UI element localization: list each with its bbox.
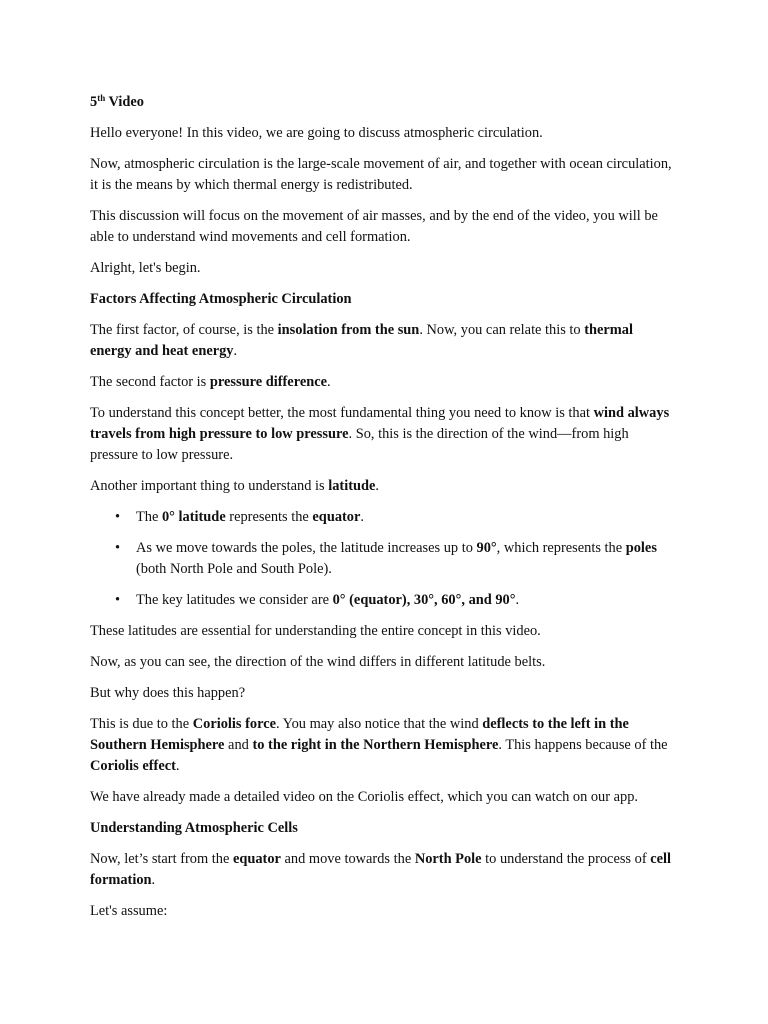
section-heading-cells: Understanding Atmospheric Cells	[90, 820, 298, 836]
list-item: • The 0° latitude represents the equator.	[136, 507, 678, 528]
document-title: 5th Video	[90, 93, 144, 110]
bullet-icon: •	[115, 540, 121, 556]
section-heading-factors: Factors Affecting Atmospheric Circulation	[90, 291, 352, 307]
bullet-icon: •	[115, 592, 121, 608]
latitudes-essential-paragraph: These latitudes are essential for understanding the entire concept in this video.	[90, 623, 541, 639]
definition-paragraph: Now, atmospheric circulation is the large-scale movement of air, and together with ocean circulation, it is the means by which thermal energy is redistributed.	[90, 156, 672, 193]
wind-direction-paragraph: Now, as you can see, the direction of the wind differs in different latitude belts.	[90, 654, 546, 670]
factor-two-paragraph: The second factor is pressure difference.	[90, 374, 331, 390]
app-video-paragraph: We have already made a detailed video on the Coriolis effect, which you can watch on our app.	[90, 789, 639, 805]
question-paragraph: But why does this happen?	[90, 685, 246, 701]
pressure-concept-paragraph: To understand this concept better, the most fundamental thing you need to know is that wind always travels from high pressure to low pressure. So, this is the direction of the wind—from high pressure to low pressure.	[90, 405, 670, 463]
focus-paragraph: This discussion will focus on the movement of air masses, and by the end of the video, you will be able to understand wind movements and cell formation.	[90, 208, 658, 245]
latitude-bullet-list	[90, 507, 678, 611]
factor-one-paragraph: The first factor, of course, is the insolation from the sun. Now, you can relate this to thermal energy and heat energy.	[90, 322, 633, 359]
list-item: • The key latitudes we consider are 0° (equator), 30°, 60°, and 90°.	[136, 590, 678, 611]
list-item: • As we move towards the poles, the latitude increases up to 90°, which represents the poles (both North Pole and South Pole).	[115, 540, 657, 577]
bullet-icon: •	[115, 509, 121, 525]
cell-start-paragraph: Now, let’s start from the equator and move towards the North Pole to understand the process of cell formation.	[90, 851, 671, 888]
begin-paragraph: Alright, let's begin.	[90, 260, 201, 276]
coriolis-paragraph: This is due to the Coriolis force. You may also notice that the wind deflects to the left in the Southern Hemisphere and to the right in the Northern Hemisphere. This happens because of the Coriolis effect.	[90, 716, 668, 774]
intro-paragraph: Hello everyone! In this video, we are going to discuss atmospheric circulation.	[90, 125, 543, 141]
assume-paragraph: Let's assume:	[90, 903, 168, 919]
latitude-paragraph: Another important thing to understand is latitude.	[90, 478, 379, 494]
